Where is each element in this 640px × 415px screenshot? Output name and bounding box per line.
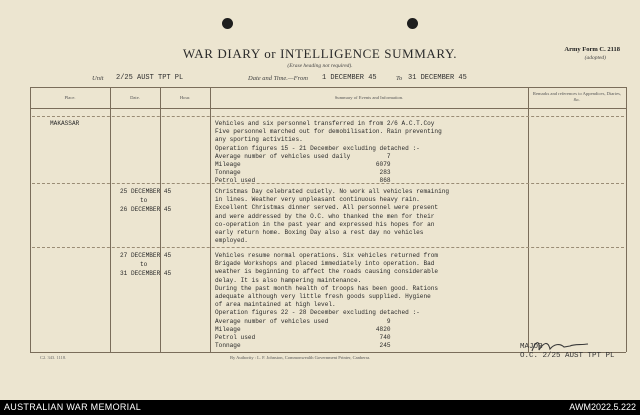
punch-hole bbox=[222, 18, 233, 29]
date-from: 1 DECEMBER 45 bbox=[322, 74, 377, 82]
entry-summary-block: Vehicles resume normal operations. Six vehicles returned from Brigade Workshops and placed immediately into operation. Bad weather is beginning to affect the roads causing considerable delay. It is also hampering maintenance. During the past month health of troops has been good. Rations adequate although very little fresh goods supplied. Hygiene of area maintained at high level. Operation figures 22 - 28 December excluding detached :- Average number of vehicles used 9 Mileage 4820 Petrol used 740 Tonnage 245 bbox=[215, 252, 439, 350]
form-code: C2. 343. 1118. bbox=[40, 355, 67, 360]
table-border bbox=[30, 87, 31, 352]
entry-summary-block: Christmas Day celebrated cuietly. No work all vehicles remaining in lines. Weather very unpleasant continuous heavy rain. Excellent Christmas dinner served. All personnel were present and were addressed by the O.C. who thanked the men for their co-operation in the past year and expressed his hopes for an early return home. Boxing Day also a rest day no vehicles employed. bbox=[215, 188, 450, 245]
header-bottom-rule bbox=[30, 108, 626, 109]
entry-date-to: to bbox=[140, 261, 148, 268]
date-to-label: To bbox=[396, 75, 403, 82]
column-header-place: Place. bbox=[64, 95, 76, 100]
stamp-unit: O.C. 2/25 AUST TPT PL bbox=[520, 352, 615, 360]
entry-date-to: to bbox=[140, 197, 148, 204]
army-form-number: Army Form C. 2118 bbox=[564, 46, 620, 53]
row-separator bbox=[32, 247, 624, 248]
entry-place: MAKASSAR bbox=[50, 120, 80, 127]
row-separator bbox=[32, 116, 624, 117]
printer-authority: By Authority : L. F. Johnston, Commonwealth Government Printer, Canberra. bbox=[230, 355, 371, 360]
column-header-summary: Summary of Events and Information. bbox=[334, 95, 404, 100]
column-header-remarks: Remarks and references to Appendices, Diaries, &c. bbox=[532, 91, 622, 102]
archive-name: AUSTRALIAN WAR MEMORIAL bbox=[4, 402, 142, 412]
column-header-hour: Hour. bbox=[179, 95, 191, 100]
column-divider bbox=[528, 87, 529, 352]
column-header-date: Date. bbox=[130, 95, 140, 100]
entry-date: 27 DECEMBER 45 bbox=[120, 252, 172, 259]
column-divider bbox=[210, 87, 211, 352]
unit-value: 2/25 AUST TPT PL bbox=[116, 74, 184, 82]
form-title: WAR DIARY or INTELLIGENCE SUMMARY. bbox=[182, 46, 458, 61]
table-top-rule bbox=[30, 87, 626, 88]
entry-date: 31 DECEMBER 45 bbox=[120, 270, 172, 277]
form-subtitle: (Erase heading not required). bbox=[287, 63, 353, 69]
commanding-officer-stamp bbox=[520, 343, 615, 361]
date-label: Date and Time.—From bbox=[248, 75, 308, 82]
table-border bbox=[626, 87, 627, 352]
entry-date: 25 DECEMBER 45 bbox=[120, 188, 172, 195]
archive-reference: AWM2022.5.222 bbox=[569, 402, 636, 412]
entry-date: 26 DECEMBER 45 bbox=[120, 206, 172, 213]
punch-hole bbox=[407, 18, 418, 29]
column-divider bbox=[110, 87, 111, 352]
stamp-rank: MAJOR bbox=[520, 343, 543, 351]
army-form-note: (adopted) bbox=[584, 55, 606, 61]
entry-summary-block: Vehicles and six personnel transferred in from 2/6 A.C.T.Coy Five personnel marched out for demobilisation. Rain preventing any sporting activities. Operation figures 15 - 21 December excluding detached :- Average number of vehicles used daily 7 Mileage 6079 Tonnage 283 Petrol used 868 bbox=[215, 120, 442, 185]
unit-label: Unit bbox=[92, 75, 104, 82]
date-to: 31 DECEMBER 45 bbox=[408, 74, 467, 82]
column-divider bbox=[160, 87, 161, 352]
